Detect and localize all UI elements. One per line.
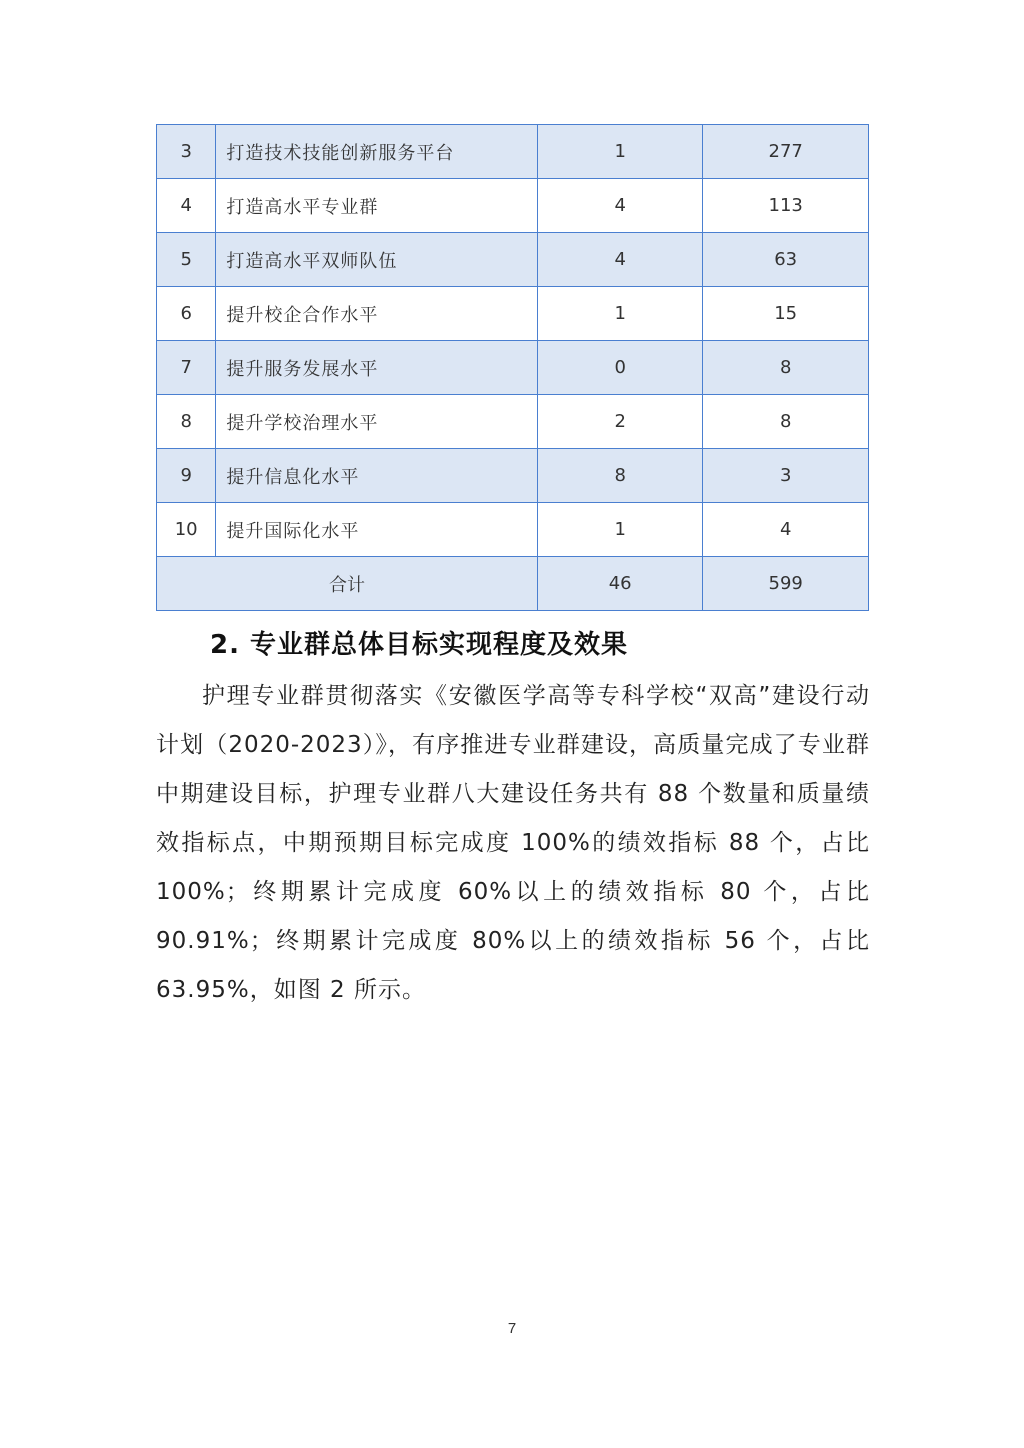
task-name: 提升信息化水平 xyxy=(216,449,538,503)
table-row xyxy=(157,125,869,179)
count-b: 63 xyxy=(703,233,869,287)
row-number: 3 xyxy=(157,125,216,179)
performance-table xyxy=(156,124,869,611)
count-a: 1 xyxy=(537,503,702,557)
row-number: 9 xyxy=(157,449,216,503)
count-a: 1 xyxy=(537,125,702,179)
count-b: 8 xyxy=(703,395,869,449)
count-a: 1 xyxy=(537,287,702,341)
count-a: 0 xyxy=(537,341,702,395)
count-b: 4 xyxy=(703,503,869,557)
table-row xyxy=(157,503,869,557)
count-b: 3 xyxy=(703,449,869,503)
page-number: 7 xyxy=(507,1320,517,1337)
row-number: 10 xyxy=(157,503,216,557)
task-name: 提升校企合作水平 xyxy=(216,287,538,341)
section-heading: 2. 专业群总体目标实现程度及效果 xyxy=(210,630,629,660)
row-number: 4 xyxy=(157,179,216,233)
count-a: 4 xyxy=(537,179,702,233)
table-row xyxy=(157,287,869,341)
table-row xyxy=(157,449,869,503)
task-name: 提升国际化水平 xyxy=(216,503,538,557)
task-name: 打造高水平专业群 xyxy=(216,179,538,233)
count-b: 277 xyxy=(703,125,869,179)
row-number: 8 xyxy=(157,395,216,449)
total-a: 46 xyxy=(537,557,702,611)
table-row xyxy=(157,233,869,287)
total-row xyxy=(157,557,869,611)
count-a: 8 xyxy=(537,449,702,503)
table-row xyxy=(157,179,869,233)
task-name: 打造技术技能创新服务平台 xyxy=(216,125,538,179)
row-number: 6 xyxy=(157,287,216,341)
count-b: 15 xyxy=(703,287,869,341)
count-b: 8 xyxy=(703,341,869,395)
row-number: 7 xyxy=(157,341,216,395)
total-label: 合计 xyxy=(157,557,538,611)
body-paragraph: 护理专业群贯彻落实《安徽医学高等专科学校“双高”建设行动计划（2020-2023）》，有序推进专业群建设，高质量完成了专业群中期建设目标，护理专业群八大建设任务共有 88 个数量和质量绩效指标点，中期预期目标完成度 100%的绩效指标 88 个，占比 100%；终期累计完成度 60%以上的绩效指标 80 个，占比 90.91%；终期累计完成度 80%以上的绩效指标 56 个，占比 63.95%，如图 2 所示。 xyxy=(156,683,870,1003)
task-name: 打造高水平双师队伍 xyxy=(216,233,538,287)
task-name: 提升学校治理水平 xyxy=(216,395,538,449)
task-name: 提升服务发展水平 xyxy=(216,341,538,395)
count-b: 113 xyxy=(703,179,869,233)
count-a: 4 xyxy=(537,233,702,287)
table-row xyxy=(157,341,869,395)
total-b: 599 xyxy=(703,557,869,611)
count-a: 2 xyxy=(537,395,702,449)
row-number: 5 xyxy=(157,233,216,287)
table-row xyxy=(157,395,869,449)
